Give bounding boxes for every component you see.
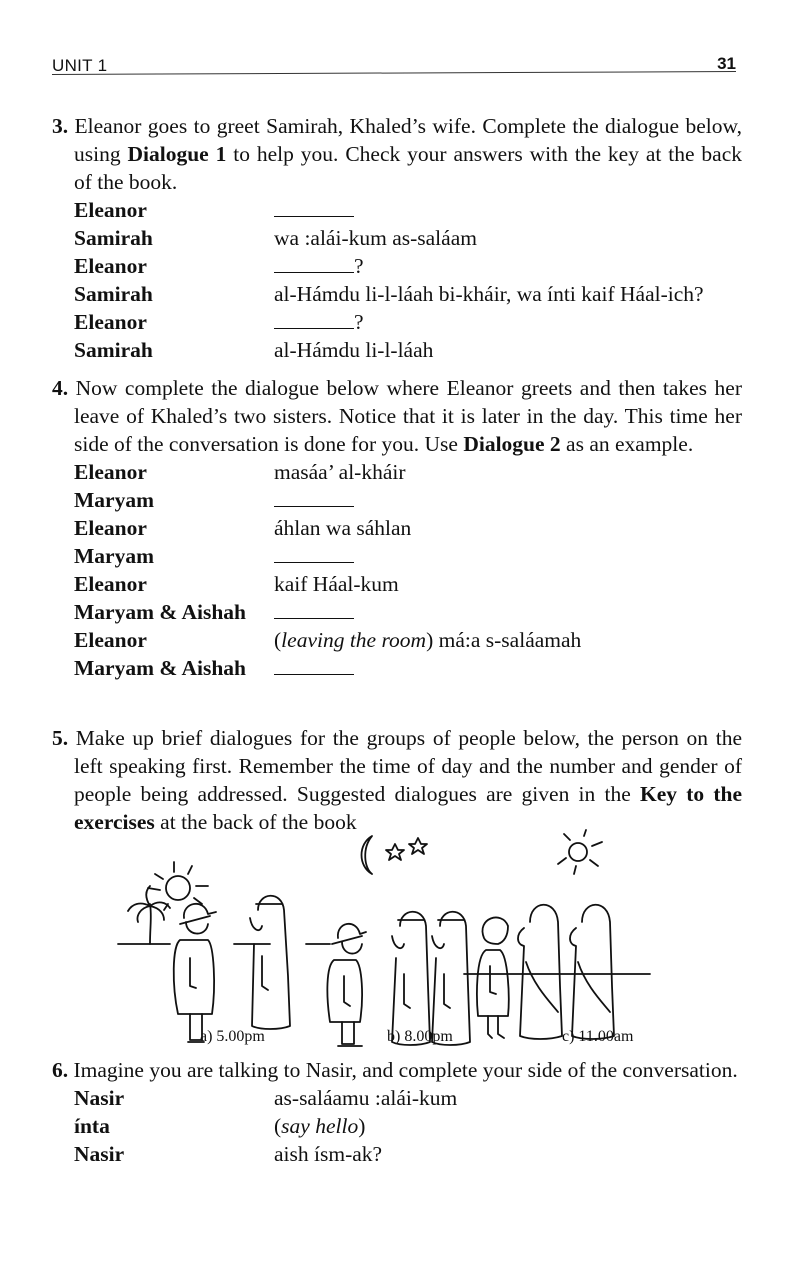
exercise-3 xyxy=(52,112,742,364)
dialogue-line xyxy=(52,458,742,486)
dialogue-line xyxy=(52,336,742,364)
utterance-text: áhlan wa sáhlan xyxy=(274,516,412,540)
man-in-headdress xyxy=(250,896,290,1029)
answer-blank[interactable] xyxy=(274,486,354,507)
illustration-greetings xyxy=(110,826,710,1058)
answer-blank[interactable] xyxy=(274,542,354,563)
speaker-name: Eleanor xyxy=(74,254,147,278)
dialogue-line xyxy=(52,252,742,280)
answer-blank[interactable] xyxy=(274,252,354,273)
man-in-headdress xyxy=(432,912,470,1045)
sun-icon xyxy=(558,830,602,874)
speaker-name: Nasir xyxy=(74,1086,125,1110)
dialogue-line xyxy=(52,570,742,598)
caption-c: c) 11.00am xyxy=(562,1028,634,1045)
scene-c-morning xyxy=(464,830,650,1039)
dialogue-line xyxy=(52,196,742,224)
caption-a: a) 5.00pm xyxy=(200,1028,265,1045)
utterance-text: má:a s-saláamah xyxy=(433,628,582,652)
exercise-3-instructions: 3. Eleanor goes to greet Samirah, Khaled’s wife. Complete the dialogue below, using Dialogue 1 to help you. Check your answers with the key at the back of the book. xyxy=(52,114,742,194)
utterance: (say hello) xyxy=(274,1114,366,1138)
speaker-name: Eleanor xyxy=(74,198,147,222)
question-mark: ? xyxy=(354,310,364,334)
utterance-text: wa :alái-kum as-saláam xyxy=(274,226,477,250)
utterance-text: kaif Háal-kum xyxy=(274,572,399,596)
answer-blank[interactable] xyxy=(274,196,354,217)
dialogue-line xyxy=(52,486,742,514)
speaker-name: Eleanor xyxy=(74,628,147,652)
utterance xyxy=(274,598,742,626)
utterance-text: aish ísm-ak? xyxy=(274,1142,383,1166)
utterance xyxy=(274,542,742,570)
woman-veiled xyxy=(518,905,562,1039)
answer-blank[interactable] xyxy=(274,654,354,675)
utterance xyxy=(274,1084,742,1112)
speaker-name: Eleanor xyxy=(74,516,147,540)
palm-tree-icon xyxy=(128,886,170,944)
unit-label: UNIT 1 xyxy=(52,56,108,75)
utterance xyxy=(274,336,742,364)
running-header xyxy=(52,50,736,80)
star-icon xyxy=(409,838,427,854)
speaker-name: ínta xyxy=(74,1114,110,1138)
woman-veiled xyxy=(570,905,614,1039)
speaker-name: Maryam & Aishah xyxy=(74,600,246,624)
dialogue-line xyxy=(52,626,742,654)
utterance xyxy=(274,458,742,486)
speaker-name: Maryam xyxy=(74,544,154,568)
question-mark: ? xyxy=(354,254,364,278)
answer-blank[interactable] xyxy=(274,598,354,619)
exercise-5-instructions: 5. Make up brief dialogues for the groups of people below, the person on the left speaking first. Remember the time of day and the number and gender of people being addressed. Suggested dialogues are given in the Key to the exercises at the back of the book xyxy=(52,726,742,834)
utterance xyxy=(274,224,742,252)
dialogue-line xyxy=(52,308,742,336)
exercise-6-instructions: 6. Imagine you are talking to Nasir, and complete your side of the conversation. xyxy=(52,1058,738,1082)
utterance-text: as-saláamu :alái-kum xyxy=(274,1086,458,1110)
speaker-name: Samirah xyxy=(74,338,153,362)
utterance xyxy=(274,486,742,514)
dialogue-line xyxy=(52,1112,742,1140)
page-number: 31 xyxy=(717,54,736,73)
dialogue-line xyxy=(52,598,742,626)
utterance xyxy=(274,570,742,598)
caption-b: b) 8.00pm xyxy=(387,1028,453,1045)
man-in-cap xyxy=(174,904,216,1042)
speaker-name: Eleanor xyxy=(74,310,147,334)
woman-western xyxy=(477,917,509,1038)
speaker-name: Maryam xyxy=(74,488,154,512)
dialogue-line xyxy=(52,514,742,542)
speaker-name: Eleanor xyxy=(74,572,147,596)
scene-a-afternoon xyxy=(118,862,330,1042)
exercise-4 xyxy=(52,374,742,682)
dialogue-line xyxy=(52,224,742,252)
moon-icon xyxy=(362,836,373,874)
exercise-4-dialogue xyxy=(52,458,742,682)
star-icon xyxy=(386,844,404,860)
dialogue-line xyxy=(52,542,742,570)
utterance xyxy=(274,514,742,542)
stage-direction: leaving the room xyxy=(281,628,427,652)
speaker-name: Samirah xyxy=(74,226,153,250)
utterance: (leaving the room) má:a s-saláamah xyxy=(274,628,582,652)
stage-direction: say hello xyxy=(281,1114,359,1138)
utterance xyxy=(274,252,742,280)
utterance xyxy=(274,196,742,224)
dialogue-line xyxy=(52,1140,742,1168)
utterance xyxy=(274,654,742,682)
exercise-6-dialogue xyxy=(52,1084,742,1168)
speaker-name: Maryam & Aishah xyxy=(74,656,246,680)
utterance xyxy=(274,308,742,336)
dialogue-line xyxy=(52,1084,742,1112)
utterance-text: al-Hámdu li-l-láah xyxy=(274,338,434,362)
dialogue-line xyxy=(52,280,742,308)
utterance-text: al-Hámdu li-l-láah bi-kháir, wa ínti kaif Háal-ich? xyxy=(274,282,704,306)
answer-blank[interactable] xyxy=(274,308,354,329)
man-in-headdress xyxy=(392,912,430,1045)
exercise-3-dialogue xyxy=(52,196,742,364)
speaker-name: Samirah xyxy=(74,282,153,306)
header-rule xyxy=(52,71,736,75)
dialogue-line xyxy=(52,654,742,682)
speaker-name: Nasir xyxy=(74,1142,125,1166)
exercise-6 xyxy=(52,1056,742,1168)
exercise-5 xyxy=(52,724,742,836)
speaker-name: Eleanor xyxy=(74,460,147,484)
utterance xyxy=(274,280,742,308)
utterance-text: masáa’ al-kháir xyxy=(274,460,406,484)
utterance xyxy=(274,1140,742,1168)
man-in-cap xyxy=(327,924,366,1046)
scene-b-evening xyxy=(327,836,470,1046)
exercise-4-instructions: 4. Now complete the dialogue below where Eleanor greets and then takes her leave of Khaled’s two sisters. Notice that it is later in the day. This time her side of the conversation is done for you. Use Dialogue 2 as an example. xyxy=(52,376,742,456)
